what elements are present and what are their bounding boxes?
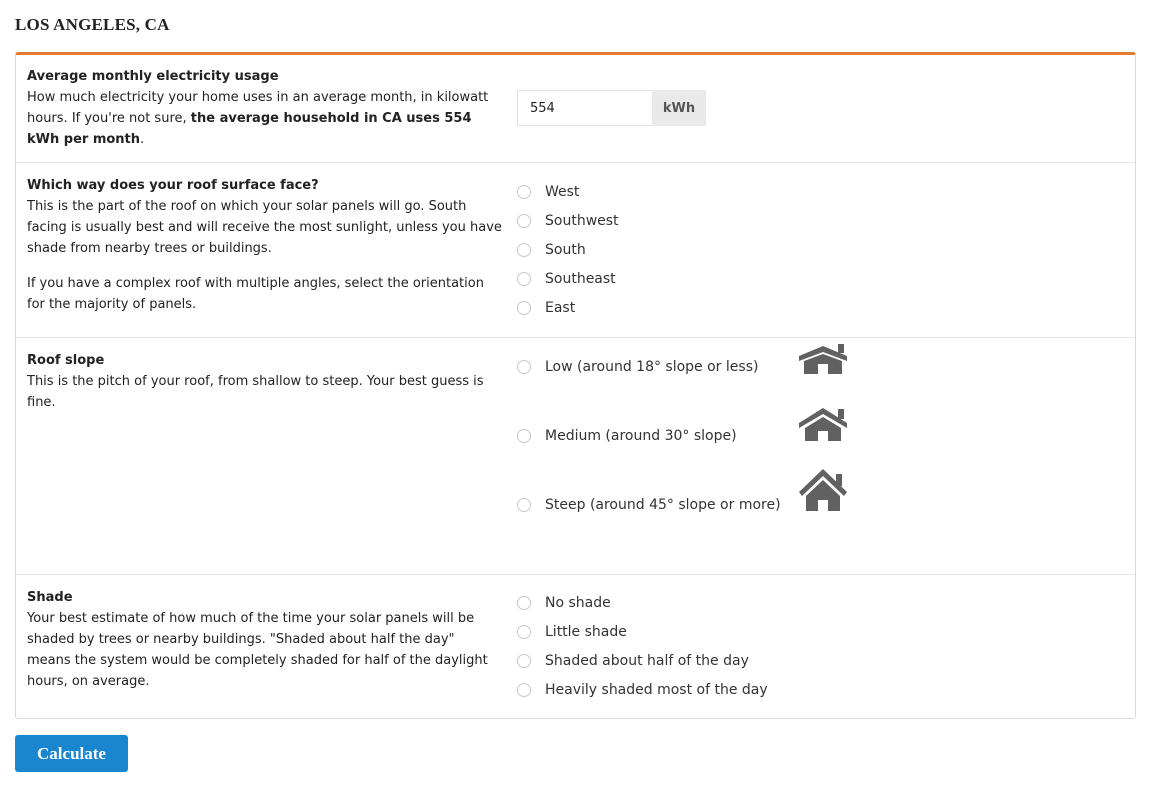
orientation-section [16, 162, 1135, 338]
usage-title: Average monthly electricity usage [27, 69, 279, 84]
radio-half-shade[interactable] [517, 654, 531, 668]
kwh-unit-label: kWh [652, 90, 706, 126]
radio-little-shade[interactable] [517, 625, 531, 639]
orientation-option-southeast[interactable]: Southeast [517, 269, 616, 289]
radio-low[interactable] [517, 360, 531, 374]
radio-heavy-shade[interactable] [517, 683, 531, 697]
radio-medium[interactable] [517, 429, 531, 443]
solar-form-panel [15, 52, 1136, 719]
shade-text: Your best estimate of how much of the time your solar panels will be shaded by trees or nearby buildings. "Shaded about half the day" means the system would be completely shaded for half of the daylight hours, on average. [27, 611, 488, 689]
shade-description [27, 587, 502, 692]
medium-slope-house-icon [798, 406, 848, 444]
orientation-title: Which way does your roof surface face? [27, 178, 319, 193]
shade-option-little[interactable]: Little shade [517, 622, 627, 642]
radio-southeast[interactable] [517, 272, 531, 286]
slope-title: Roof slope [27, 353, 105, 368]
shade-option-heavy[interactable]: Heavily shaded most of the day [517, 680, 768, 700]
low-slope-house-icon [798, 343, 848, 377]
slope-description [27, 350, 502, 413]
orientation-description [27, 175, 502, 315]
calculate-button[interactable]: Calculate [15, 735, 128, 772]
orientation-text: This is the part of the roof on which your solar panels will go. South facing is usually best and will receive the most sunlight, unless you have shade from nearby trees or buildings. [27, 199, 502, 256]
orientation-option-south[interactable]: South [517, 240, 586, 260]
radio-west[interactable] [517, 185, 531, 199]
radio-southwest[interactable] [517, 214, 531, 228]
shade-option-none[interactable]: No shade [517, 593, 611, 613]
shade-title: Shade [27, 590, 73, 605]
orientation-note: If you have a complex roof with multiple angles, select the orientation for the majority of panels. [27, 276, 484, 312]
usage-average-note: the average household in CA uses 554 kWh per month [27, 111, 472, 147]
radio-south[interactable] [517, 243, 531, 257]
shade-section [16, 574, 1135, 720]
slope-option-medium[interactable]: Medium (around 30° slope) [517, 426, 737, 446]
shade-option-half[interactable]: Shaded about half of the day [517, 651, 749, 671]
orientation-option-southwest[interactable]: Southwest [517, 211, 619, 231]
usage-input-group [517, 90, 706, 126]
usage-text: How much electricity your home uses in an average month, in kilowatt hours. If you're not sure, the average household in CA uses 554 kWh per month. [27, 90, 489, 147]
usage-section [16, 55, 1135, 162]
steep-slope-house-icon [798, 468, 848, 514]
radio-no-shade[interactable] [517, 596, 531, 610]
usage-input[interactable] [517, 90, 652, 126]
orientation-option-east[interactable]: East [517, 298, 575, 318]
radio-steep[interactable] [517, 498, 531, 512]
radio-east[interactable] [517, 301, 531, 315]
location-title: LOS ANGELES, CA [15, 15, 170, 34]
slope-option-steep[interactable]: Steep (around 45° slope or more) [517, 495, 781, 515]
orientation-option-west[interactable]: West [517, 182, 579, 202]
usage-description [27, 66, 502, 150]
slope-option-low[interactable]: Low (around 18° slope or less) [517, 357, 758, 377]
slope-section [16, 337, 1135, 575]
slope-text: This is the pitch of your roof, from shallow to steep. Your best guess is fine. [27, 374, 484, 410]
